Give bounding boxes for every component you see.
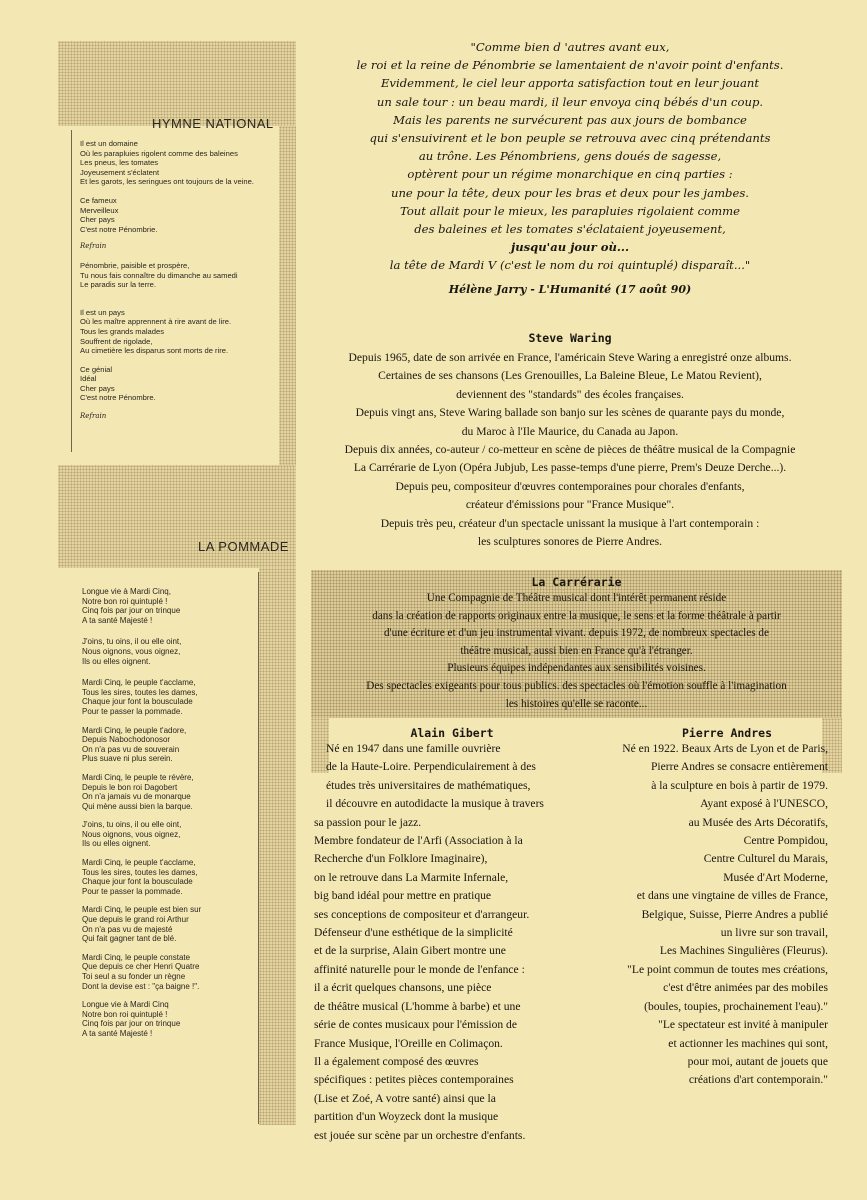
quote-line: la tête de Mardi V (c'est le nom du roi quintuplé) disparaît..." <box>389 258 751 273</box>
verse-line: On n'a pas vu de majesté <box>82 924 173 934</box>
bio-line: Musée d'Art Moderne, <box>723 870 828 884</box>
bio-line: on le retrouve dans La Marmite Infernale, <box>314 870 509 884</box>
bio-line: Les Machines Singulières (Fleurus). <box>659 944 828 958</box>
bio-line: études très universitaires de mathématiques, <box>326 778 531 792</box>
bio-line: est jouée sur scène par un orchestre d'enfants. <box>314 1128 526 1142</box>
press-quote <box>300 38 840 299</box>
bio-line: Défenseur d'une esthétique de la simplicité <box>314 926 513 940</box>
refrain-label: Refrain <box>80 242 107 251</box>
verse-line: On n'a pas vu de souverain <box>82 744 180 754</box>
verse-line: A ta santé Majesté ! <box>82 615 153 625</box>
bio-line: un livre sur son travail, <box>720 926 828 940</box>
pommade-stanza <box>82 726 260 764</box>
pommade-text <box>82 587 260 1039</box>
bio-line: Depuis très peu, créateur d'un spectacle unissant la musique à l'art contemporain : <box>380 516 760 530</box>
verse-line: Joyeusement s'éclatent <box>80 167 160 177</box>
bio-line: créateur d'émissions pour "France Musique". <box>465 498 675 512</box>
bio-line: affinité naturelle pour le monde de l'enfance : <box>314 962 525 976</box>
refrain-label: Refrain <box>80 412 107 421</box>
bio-line: partition d'un Woyzeck dont la musique <box>314 1110 499 1124</box>
carrerarie-section <box>311 575 842 713</box>
verse-line: Mardi Cinq, le peuple t'adore, <box>82 725 187 735</box>
verse-line: Cher pays <box>80 383 115 393</box>
hymne-stanza-4 <box>80 308 280 356</box>
pommade-stanza <box>82 820 260 849</box>
bio-line: big band idéal pour mettre en pratique <box>314 889 492 903</box>
bio-line: Depuis vingt ans, Steve Waring ballade son banjo sur les scènes de quarante pays du monde, <box>355 406 785 420</box>
verse-line: Ils ou elles oignent. <box>82 839 151 849</box>
bio-line: (boules, toupies, prochainement l'eau)." <box>644 999 828 1013</box>
bio-line: de théâtre musical (L'homme à barbe) et une <box>314 999 521 1013</box>
bio-line: au Musée des Arts Décoratifs, <box>688 815 828 829</box>
verse-line: Le paradis sur la terre. <box>80 280 156 290</box>
carrerarie-line: Une Compagnie de Théâtre musical dont l'intérêt permanent réside <box>426 592 727 604</box>
pommade-stanza <box>82 953 260 991</box>
quote-line: Tout allait pour le mieux, les parapluies rigolaient comme <box>400 203 740 218</box>
bio-line: Depuis peu, compositeur d'œuvres contemporaines pour chorales d'enfants, <box>395 479 745 493</box>
carrerarie-line: Plusieurs équipes indépendantes aux sensibilités voisines. <box>447 662 706 675</box>
verse-line: Que depuis ce cher Henri Quatre <box>82 962 200 972</box>
bio-line: France Musique, l'Oreille en Colimaçon. <box>314 1036 503 1050</box>
verse-line: Ce génial <box>80 364 113 374</box>
pommade-stanza <box>82 858 260 896</box>
quote-line: le roi et la reine de Pénombrie se lamentaient de n'avoir point d'enfants. <box>356 58 784 73</box>
pommade-stanza <box>82 1000 260 1038</box>
quote-line: jusqu'au jour où... <box>511 240 629 255</box>
verse-line: Depuis Nabochodonosor <box>82 735 171 745</box>
verse-line: Nous oignons, vous oignez, <box>82 829 181 839</box>
bio-line: "Le spectateur est invité à manipuler <box>658 1018 828 1032</box>
verse-line: J'oins, tu oins, il ou elle oint, <box>82 637 182 647</box>
verse-line: Depuis le bon roi Dagobert <box>82 782 178 792</box>
verse-line: Tous les sires, toutes les dames, <box>82 867 198 877</box>
quote-line: des baleines et les tomates s'éclataient joyeusement, <box>414 222 726 237</box>
verse-line: Et les garots, les seringues ont toujours de la veine. <box>80 177 254 187</box>
pommade-stanza <box>82 637 260 666</box>
carrerarie-line: théâtre musical, aussi bien en France qu'à l'étranger. <box>460 644 693 657</box>
verse-line: Mardi Cinq, le peuple constate <box>82 952 191 962</box>
verse-line: On n'a jamais vu de monarque <box>82 792 191 802</box>
pommade-stanza <box>82 587 260 625</box>
verse-line: Mardi Cinq, le peuple te révère, <box>82 772 194 782</box>
verse-line: Tu nous fais connaître du dimanche au samedi <box>80 270 238 280</box>
pommade-title: LA POMMADE <box>198 539 289 554</box>
pierre-andres-heading: Pierre Andres <box>681 726 772 740</box>
verse-line: Tous les sires, toutes les dames, <box>82 687 198 697</box>
hymne-side-band <box>279 126 296 466</box>
verse-line: Mardi Cinq, le peuple t'acclame, <box>82 678 196 688</box>
quote-line: une pour la tête, deux pour les bras et deux pour les jambes. <box>391 185 749 200</box>
verse-line: Il est un pays <box>80 307 125 317</box>
verse-line: Souffrent de rigolade, <box>80 336 153 346</box>
quote-line: Evidemment, le ciel leur apporta satisfaction tout en leur jouant <box>380 76 760 91</box>
verse-line: Où les maître apprennent à rire avant de lire. <box>80 317 232 327</box>
verse-line: Que depuis le grand roi Arthur <box>82 915 189 925</box>
bio-line: il découvre en autodidacte la musique à travers <box>326 797 544 811</box>
bio-line: Depuis 1965, date de son arrivée en France, l'américain Steve Waring a enregistré onze albums. <box>348 351 792 364</box>
bio-line: sa passion pour le jazz. <box>314 815 422 829</box>
quote-line: Mais les parents ne survécurent pas aux jours de bombance <box>393 112 747 127</box>
verse-line: Longue vie à Mardi Cinq <box>82 1000 169 1010</box>
hymne-stanza-5 <box>80 365 280 403</box>
verse-line: Plus suave ni plus serein. <box>82 754 173 764</box>
verse-line: Cinq fois par jour on trinque <box>82 1019 181 1029</box>
bio-line: Certaines de ses chansons (Les Grenouilles, La Baleine Bleue, Le Matou Revient), <box>378 369 762 383</box>
verse-line: Longue vie à Mardi Cinq, <box>82 587 171 596</box>
verse-line: C'est notre Pénombre. <box>80 393 156 403</box>
verse-line: Pénombrie, paisible et prospère, <box>80 260 190 270</box>
carrerarie-line: les histoires qu'elle se raconte... <box>505 697 648 710</box>
hymne-title-band <box>58 41 296 126</box>
verse-line: Qui fait gagner tant de blé. <box>82 934 177 944</box>
carrerarie-line: Des spectacles exigeants pour tous publics. des spectacles où l'émotion souffle à l'imagination <box>366 679 787 692</box>
carrerarie-heading: La Carrérarie <box>531 575 622 589</box>
bio-line: ses conceptions de compositeur et d'arrangeur. <box>314 907 530 921</box>
hymne-stanza-1 <box>80 139 280 187</box>
verse-line: A ta santé Majesté ! <box>82 1028 153 1038</box>
verse-line: Chaque jour font la bousculade <box>82 877 193 887</box>
quote-line: "Comme bien d 'autres avant eux, <box>470 40 670 54</box>
bio-line: série de contes musicaux pour l'émission de <box>314 1018 517 1032</box>
alain-gibert-heading: Alain Gibert <box>410 726 494 740</box>
hymne-stanza-2 <box>80 196 280 234</box>
pommade-side-band <box>259 568 296 1125</box>
verse-line: Toi seul a su fonder un règne <box>82 972 186 981</box>
bio-line: spécifiques : petites pièces contemporaines <box>314 1073 514 1087</box>
bio-line: c'est d'être animées par des mobiles <box>663 981 828 995</box>
quote-line: optèrent pour un régime monarchique en cinq parties : <box>407 167 733 182</box>
bio-line: Ayant exposé à l'UNESCO, <box>700 797 828 811</box>
bio-line: du Maroc à l'Ile Maurice, du Canada au Japon. <box>461 424 679 438</box>
verse-line: Il est un domaine <box>80 139 138 148</box>
verse-line: Où les parapluies rigolent comme des baleines <box>80 148 238 158</box>
hymne-stanza-3 <box>80 261 280 290</box>
verse-line: Au cimetière les disparus sont morts de rire. <box>80 346 229 356</box>
bio-line: de la Haute-Loire. Perpendiculairement à des <box>326 760 536 774</box>
steve-waring-heading: Steve Waring <box>528 331 612 345</box>
quote-attribution: Hélène Jarry - L'Humanité (17 août 90) <box>448 282 692 296</box>
quote-line: qui s'ensuivirent et le bon peuple se retrouva avec cinq prétendants <box>369 131 771 146</box>
verse-line: Mardi Cinq, le peuple t'acclame, <box>82 858 196 868</box>
verse-line: Chaque jour font la bousculade <box>82 697 193 707</box>
bio-line: pour moi, autant de jouets que <box>687 1054 828 1068</box>
alain-gibert-section <box>312 726 592 1145</box>
pommade-stanza <box>82 678 260 716</box>
bio-line: "Le point commun de toutes mes créations, <box>627 962 828 976</box>
bio-line: et actionner les machines qui sont, <box>668 1036 828 1050</box>
quote-line: au trône. Les Pénombriens, gens doués de sagesse, <box>418 149 722 164</box>
verse-line: Dont la devise est : "ça baigne !". <box>82 981 200 991</box>
verse-line: Ils ou elles oignent. <box>82 656 151 666</box>
bio-line: Depuis dix années, co-auteur / co-metteur en scène de pièces de théâtre musical de la Compagnie <box>344 443 796 457</box>
hymne-left-rule <box>71 130 72 452</box>
steve-waring-section <box>300 331 840 551</box>
bio-line: il a écrit quelques chansons, une pièce <box>314 981 492 995</box>
verse-line: C'est notre Pénombrie. <box>80 224 158 234</box>
bio-line: les sculptures sonores de Pierre Andres. <box>477 535 663 549</box>
bio-line: et dans une vingtaine de villes de France, <box>636 889 828 903</box>
verse-line: Qui mène aussi bien la barque. <box>82 801 193 811</box>
verse-line: Merveilleux <box>80 205 119 215</box>
bio-line: La Carrérarie de Lyon (Opéra Jubjub, Les passe-temps d'une pierre, Prem's Deuze Derche...). <box>353 461 787 475</box>
verse-line: Pour te passer la pommade. <box>82 706 183 716</box>
verse-line: Tous les grands malades <box>80 326 164 336</box>
verse-line: Cinq fois par jour on trinque <box>82 606 181 616</box>
bio-line: Né en 1947 dans une famille ouvrière <box>326 742 501 755</box>
bio-line: Pierre Andres se consacre entièrement <box>650 760 828 774</box>
pierre-andres-section <box>592 726 842 1090</box>
carrerarie-line: dans la création de rapports originaux entre la musique, le sens et la forme théâtrale à partir <box>372 609 781 622</box>
verse-line: Notre bon roi quintuplé ! <box>82 596 168 606</box>
bio-line: (Lise et Zoé, A votre santé) ainsi que la <box>314 1091 496 1105</box>
bio-line: Centre Culturel du Marais, <box>703 852 828 866</box>
bio-line: Membre fondateur de l'Arfi (Association à la <box>314 834 523 848</box>
verse-line: Ce fameux <box>80 195 117 205</box>
bio-line: deviennent des "standards" des écoles françaises. <box>456 387 684 401</box>
bio-line: à la sculpture en bois à partir de 1979. <box>651 778 828 792</box>
hymne-title: HYMNE NATIONAL <box>152 116 274 131</box>
bio-line: créations d'art contemporain." <box>688 1073 828 1087</box>
verse-line: Pour te passer la pommade. <box>82 886 183 896</box>
verse-line: J'oins, tu oins, il ou elle oint, <box>82 820 182 830</box>
bio-line: Belgique, Suisse, Pierre Andres a publié <box>641 907 828 921</box>
verse-line: Mardi Cinq, le peuple est bien sur <box>82 905 202 915</box>
bio-line: Centre Pompidou, <box>743 834 828 848</box>
verse-line: Les pneus, les tomates <box>80 158 159 168</box>
pommade-stanza <box>82 773 260 811</box>
bio-line: et de la surprise, Alain Gibert montre une <box>314 944 506 958</box>
verse-line: Notre bon roi quintuplé ! <box>82 1009 168 1019</box>
pommade-stanza <box>82 905 260 943</box>
bio-line: Recherche d'un Folklore Imaginaire), <box>314 852 488 866</box>
verse-line: Cher pays <box>80 215 115 225</box>
quote-line: un sale tour : un beau mardi, il leur envoya cinq bébés d'un coup. <box>376 94 764 109</box>
bio-line: Né en 1922. Beaux Arts de Lyon et de Paris, <box>622 742 828 755</box>
carrerarie-line: d'une écriture et d'un jeu instrumental vivant. depuis 1972, de nombreux spectacles de <box>384 627 769 640</box>
verse-line: Nous oignons, vous oignez, <box>82 646 181 656</box>
bio-line: Il a également composé des œuvres <box>314 1054 479 1068</box>
verse-line: Idéal <box>80 374 97 384</box>
hymne-text <box>80 139 280 422</box>
